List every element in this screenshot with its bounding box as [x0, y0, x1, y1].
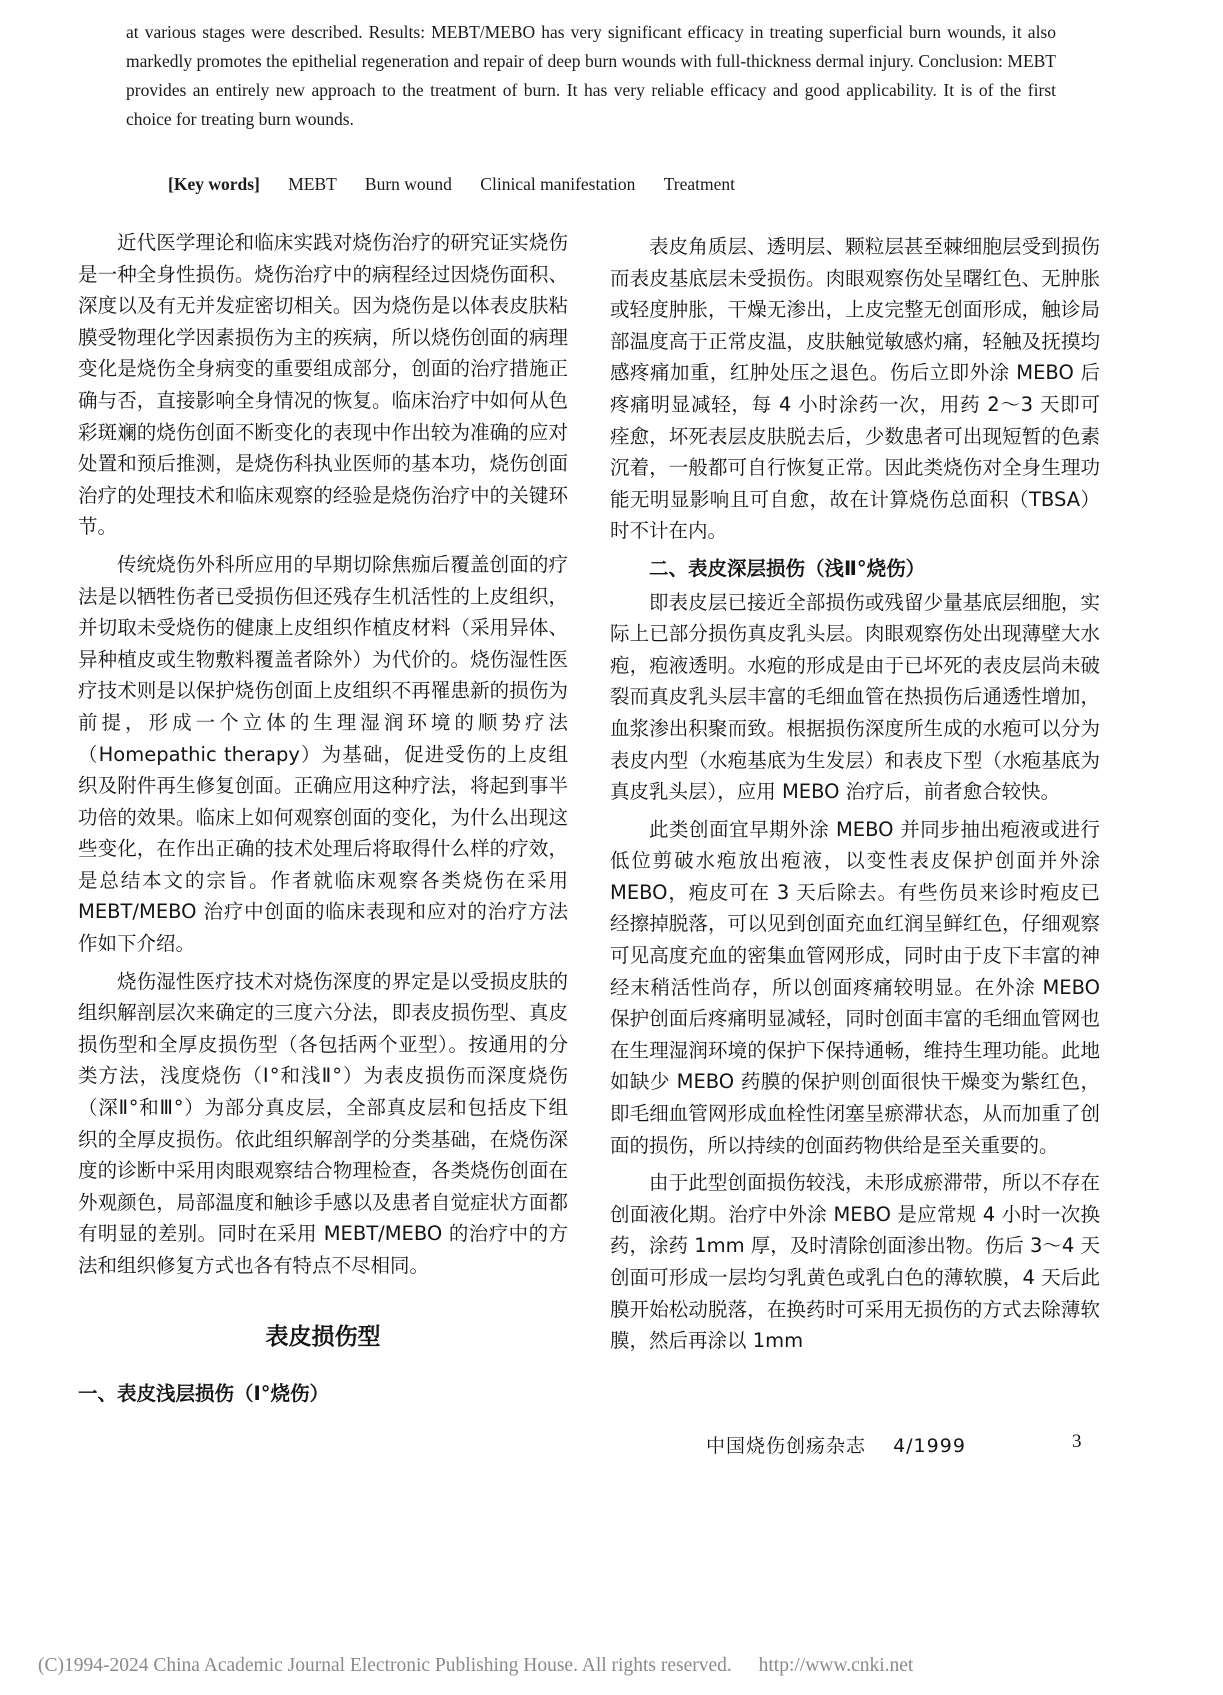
keyword-term: Burn wound [364, 174, 452, 194]
body-paragraph: 传统烧伤外科所应用的早期切除焦痂后覆盖创面的疗法是以牺牲伤者已受损伤但还残存生机活性的上皮组织，并切取未受烧伤的健康上皮组织作植皮材料（采用异体、异种植皮或生物敷料覆盖者除外）为代价的。烧伤湿性医疗技术则是以保护烧伤创面上皮组织不再罹患新的损伤为前提，形成一个立体的生理湿润环境的顺势疗法（Homepathic therapy）为基础，促进受伤的上皮组织及附件再生修复创面。正确应用这种疗法，将起到事半功倍的效果。临床上如何观察创面的变化，为什么出现这些变化，在作出正确的技术处理后将取得什么样的疗效，是总结本文的宗旨。作者就临床观察各类烧伤在采用 MEBT/MEBO 治疗中创面的临床表现和应对的治疗方法作如下介绍。 [78, 552, 568, 956]
body-paragraph: 表皮角质层、透明层、颗粒层甚至棘细胞层受到损伤而表皮基底层未受损伤。肉眼观察伤处呈曙红色、无肿胀或轻度肿胀，干燥无渗出，上皮完整无创面形成，触诊局部温度高于正常皮温，皮肤触觉敏感灼痛，轻触及抚摸均感疼痛加重，红肿处压之退色。伤后立即外涂 MEBO 后疼痛明显减轻，每 4 小时涂药一次，用药 2～3 天即可痊愈，坏死表层皮肤脱去后，少数患者可出现短暂的色素沉着，一般都可自行恢复正常。因此类烧伤对全身生理功能无明显影响且可自愈，故在计算烧伤总面积（TBSA）时不计在内。 [610, 235, 1100, 543]
body-paragraph: 烧伤湿性医疗技术对烧伤深度的界定是以受损皮肤的组织解剖层次来确定的三度六分法，即表皮损伤型、真皮损伤型和全厚皮损伤型（各包括两个亚型）。按通用的分类方法，浅度烧伤（Ⅰ°和浅Ⅱ°）为表皮损伤而深度烧伤（深Ⅱ°和Ⅲ°）为部分真皮层，全部真皮层和包括皮下组织的全厚皮损伤。依此组织解剖学的分类基础，在烧伤深度的诊断中采用肉眼观察结合物理检查，各类烧伤创面在外观颜色，局部温度和触诊手感以及患者自觉症状方面都有明显的差别。同时在采用 MEBT/MEBO 的治疗中的方法和组织修复方式也各有特点不尽相同。 [78, 969, 568, 1277]
subsection-heading: 二、表皮深层损伤（浅Ⅱ°烧伤） [649, 556, 926, 580]
body-paragraph: 近代医学理论和临床实践对烧伤治疗的研究证实烧伤是一种全身性损伤。烧伤治疗中的病程经过因烧伤面积、深度以及有无并发症密切相关。因为烧伤是以体表皮肤粘膜受物理化学因素损伤为主的疾病，所以烧伤创面的病理变化是烧伤全身病变的重要组成部分，创面的治疗措施正确与否，直接影响全身情况的恢复。临床治疗中如何从色彩斑斓的烧伤创面不断变化的表现中作出较为准确的应对处置和预后推测，是烧伤科执业医师的基本功，烧伤创面治疗的处理技术和临床观察的经验是烧伤治疗中的关键环节。 [78, 231, 568, 539]
running-footer [706, 1431, 966, 1458]
left-column [78, 227, 568, 1411]
keywords-label: [Key words] [168, 174, 260, 194]
body-paragraph: 由于此型创面损伤较浅，未形成瘀滞带，所以不存在创面液化期。治疗中外涂 MEBO 是应常规 4 小时一次换药，涂药 1mm 厚，及时清除创面渗出物。伤后 3～4 天创面可形成一层均匀乳黄色或乳白色的薄软膜，4 天后此膜开始松动脱落，在换药时可采用无损伤的方式去除薄软膜，然后再涂以 1mm [610, 1171, 1101, 1353]
page-number: 3 [1072, 1431, 1082, 1452]
right-column [610, 231, 1100, 1363]
body-paragraph: 此类创面宜早期外涂 MEBO 并同步抽出疱液或进行低位剪破水疱放出疱液，以变性表皮保护创面并外涂 MEBO，疱皮可在 3 天后除去。有些伤员来诊时疱皮已经擦掉脱落，可以见到创面充血红润呈鲜红色，仔细观察可见高度充血的密集血管网形成，同时由于皮下丰富的神经末稍活性尚存，所以创面疼痛较明显。在外涂 MEBO 保护创面后疼痛明显减轻，同时创面丰富的毛细血管网也在生理湿润环境的保护下保持通畅，维持生理功能。此地如缺少 MEBO 药膜的保护则创面很快干燥变为紫红色，即毛细血管网形成血栓性闭塞呈瘀滞状态，从而加重了创面的损伤，所以持续的创面药物供给是至关重要的。 [610, 817, 1100, 1157]
cnki-url: http://www.cnki.net [758, 1655, 914, 1676]
body-paragraph: 即表皮层已接近全部损伤或残留少量基底层细胞，实际上已部分损伤真皮乳头层。肉眼观察伤处出现薄壁大水疱，疱液透明。水疱的形成是由于已坏死的表皮层尚未破裂而真皮乳头层丰富的毛细血管在热损伤后通透性增加，血浆渗出积聚而致。根据损伤深度所生成的水疱可以分为表皮内型（水疱基底为生发层）和表皮下型（水疱基底为真皮乳头层），应用 MEBO 治疗后，前者愈合较快。 [610, 590, 1100, 804]
copyright-watermark [38, 1655, 1188, 1677]
keyword-term: Treatment [663, 174, 735, 194]
keyword-term: Clinical manifestation [480, 174, 636, 194]
section-heading: 表皮损伤型 [265, 1323, 381, 1350]
keyword-term: MEBT [288, 174, 337, 194]
subsection-heading: 一、表皮浅层损伤（Ⅰ°烧伤） [78, 1381, 330, 1405]
english-abstract [126, 18, 1056, 134]
keywords-line [168, 170, 735, 198]
issue-number: 4/1999 [893, 1435, 966, 1457]
abstract-text: at various stages were described. Results: MEBT/MEBO has very significant efficacy in treating superficial burn wounds, it also markedly promotes the epithelial regeneration and repair of deep burn wounds with full-thickness dermal injury. Conclusion: MEBT provides an entirely new approach to the treatment of burn. It has very reliable efficacy and good applicability. It is of the first choice for treating burn wounds. [126, 22, 1056, 129]
journal-name: 中国烧伤创疡杂志 [706, 1435, 867, 1457]
copyright-text: (C)1994-2024 China Academic Journal Electronic Publishing House. All rights reserved. [38, 1655, 732, 1676]
